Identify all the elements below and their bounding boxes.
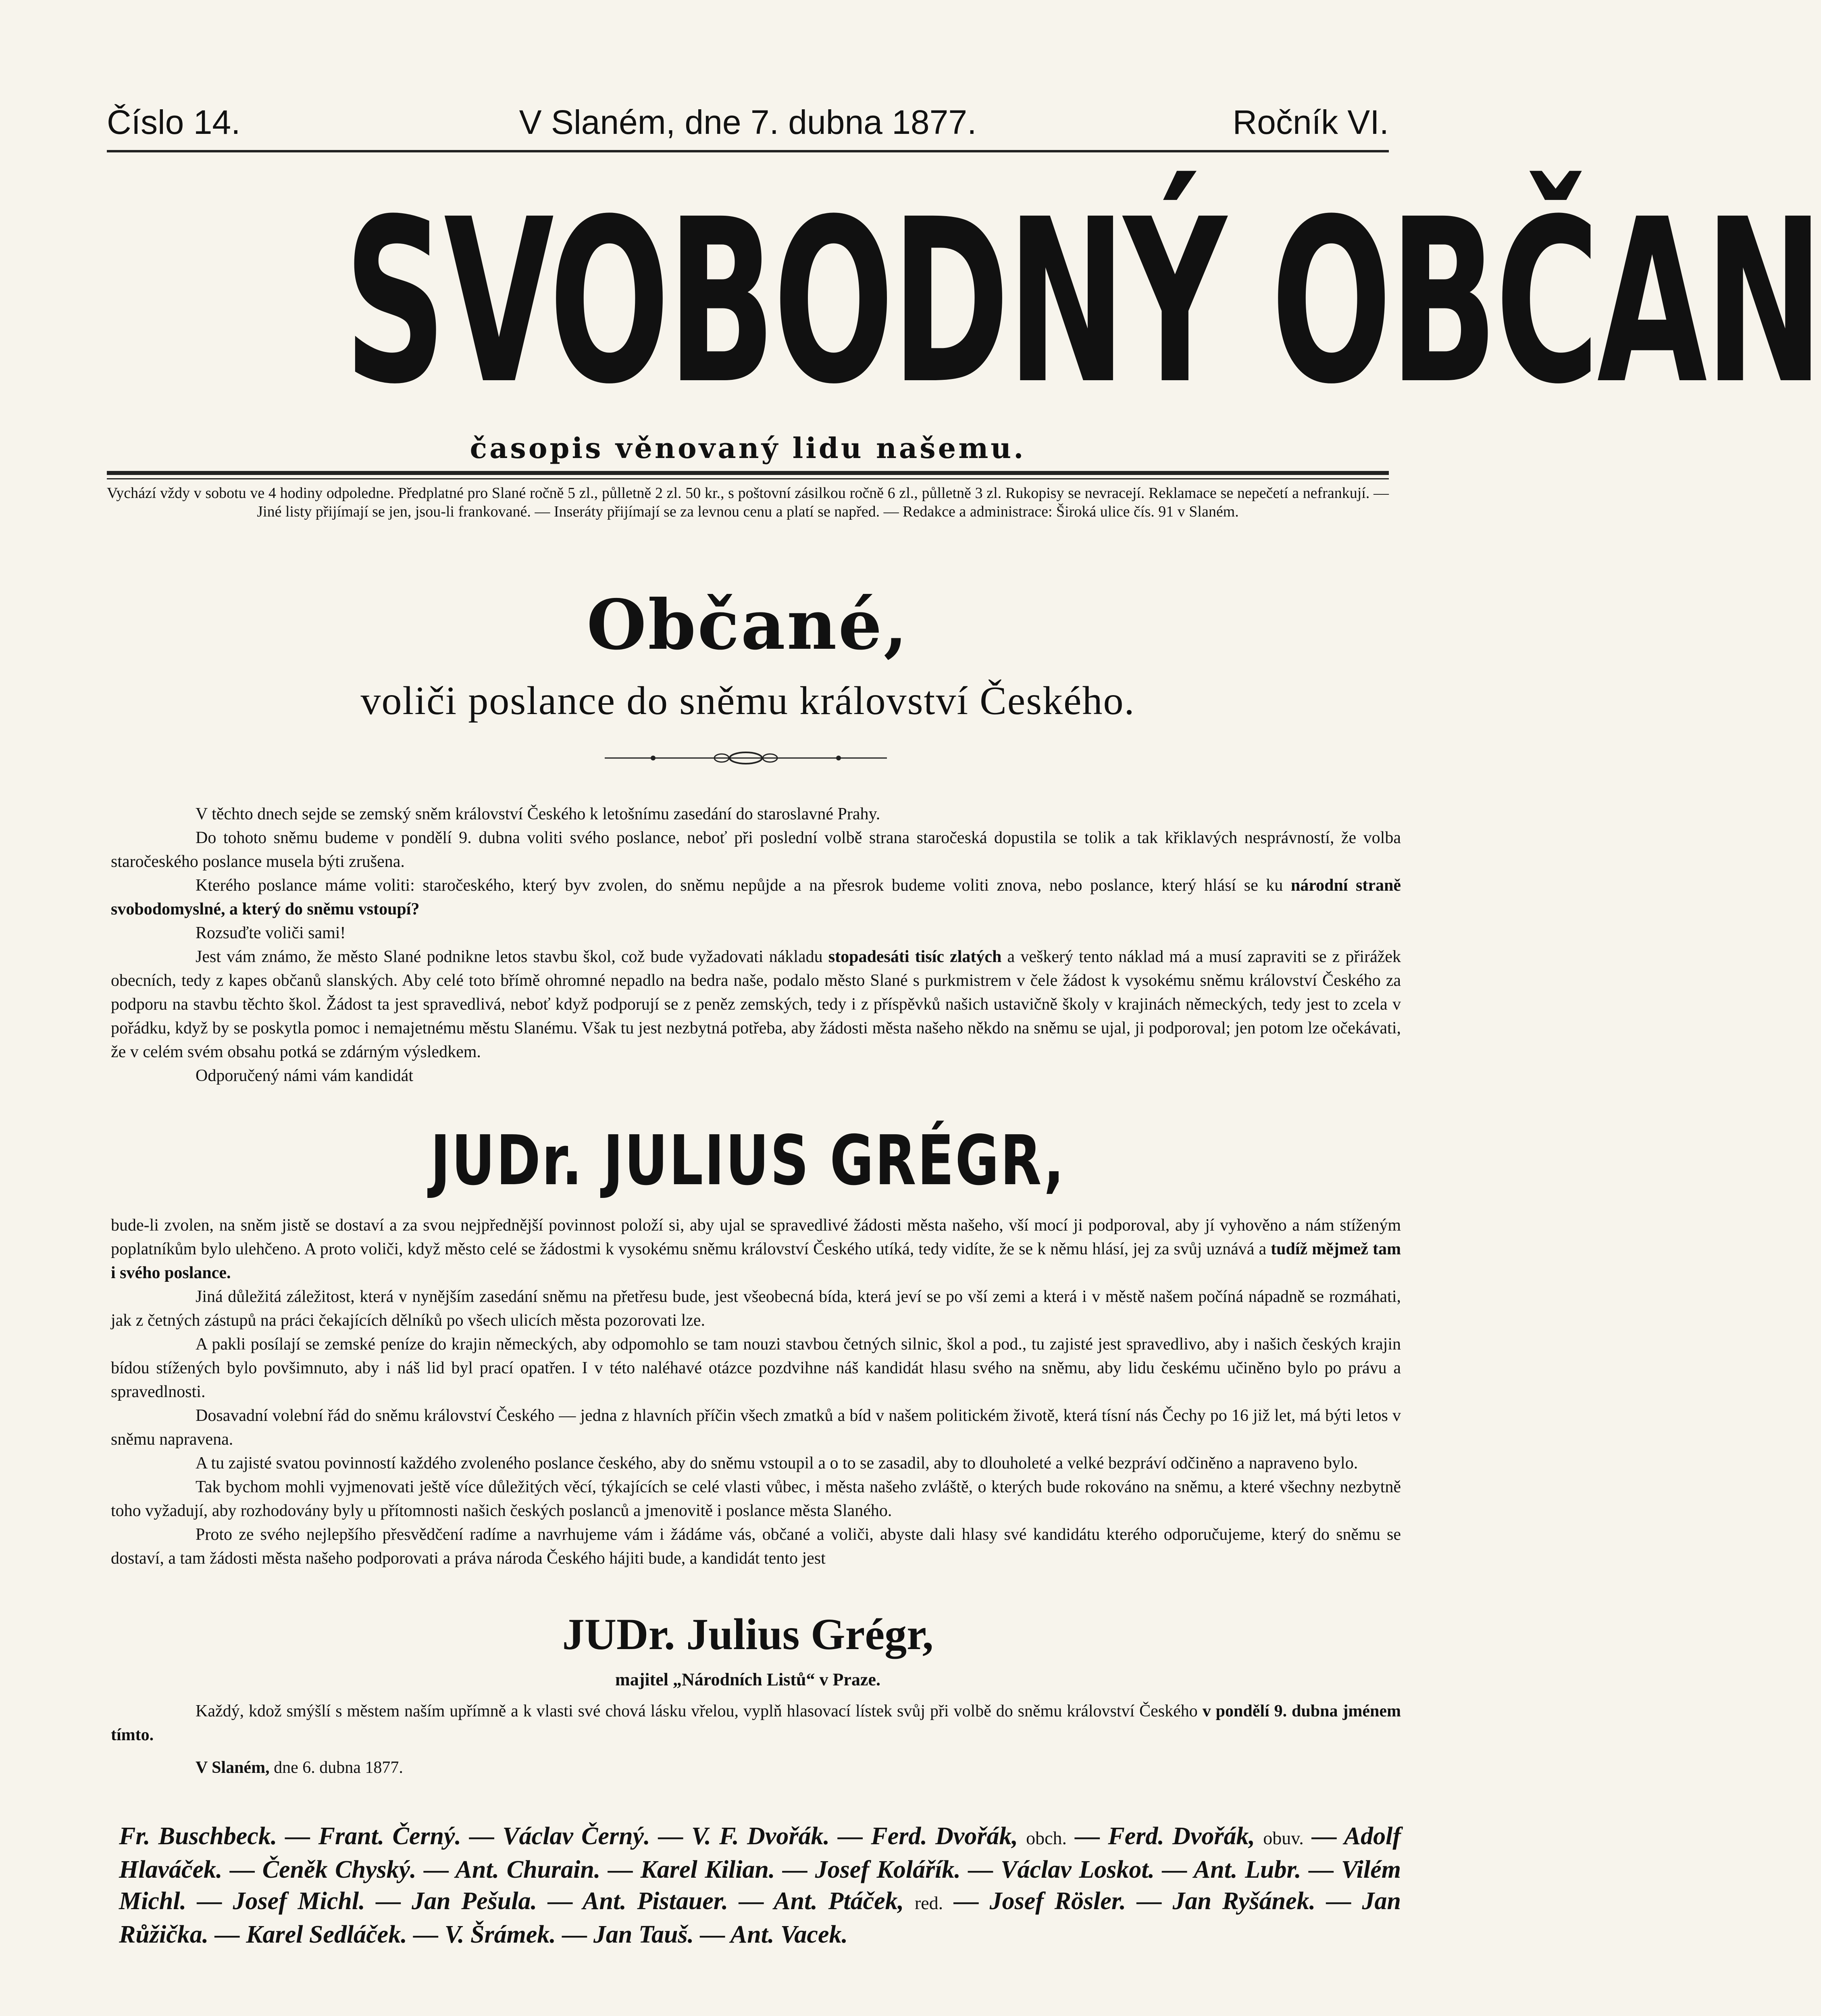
signatory-names: — Ferd. Dvořák,	[1075, 1822, 1255, 1850]
candidate-name-large: JUDr. JULIUS GRÉGR,	[430, 1121, 1066, 1201]
signatory-names: Fr. Buschbeck. — Frant. Černý. — Václav Černý. — V. F. Dvořák. — Ferd. Dvořák,	[119, 1822, 1018, 1850]
paragraph-bold: národní straně svobodomyslné, a který do sněmu vstoupí?	[111, 876, 1401, 918]
paragraph-text: bude-li zvolen, na sněm jistě se dostaví a za svou nejpřednější povinnost položí si, aby ujal se spravedlivé žádosti města našeho, vší mocí ji podporoval, aby jí vyhověno a nám stíženým poplatníkům bylo ulehčeno. A proto voliči, když město celé se žádostmi k vysokému sněmu království Českého utíká, tedy vidíte, že se k němu hlásí, jej za svůj uznává a	[111, 1216, 1401, 1258]
signature-date	[196, 1758, 403, 1777]
masthead-title: SVOBODNÝ OBČAN	[344, 171, 1821, 434]
paragraph: Jiná důležitá záležitost, která v nynějším zasedání sněmu na přetřesu bude, jest všeobecná bída, která jeví se po vší zemi a která i v městě našem počíná nápadně se rozmáhati, jak z četných zástupů na práci čekajících dělníků po všech ulicích města pozorovati lze.	[111, 1287, 1401, 1330]
candidate-name: JUDr. Julius Grégr,	[562, 1610, 934, 1659]
article-body-part1	[111, 802, 1401, 1088]
signed-date: dne 6. dubna 1877.	[274, 1758, 403, 1777]
paragraph	[111, 1699, 1401, 1747]
paragraph: Proto ze svého nejlepšího přesvědčení radíme a navrhujeme vám i žádáme vás, občané a voliči, abyste dali hlasy své kandidátu kterého odporučujeme, který do sněmu se dostaví, a tam žádosti města našeho podporovati a práva národa Českého hájiti bude, a kandidát tento jest	[111, 1525, 1401, 1568]
paragraph-bold: v pondělí 9. dubna jménem tímto.	[111, 1702, 1401, 1744]
paragraph: Do tohoto sněmu budeme v pondělí 9. dubna voliti svého poslance, neboť při poslední volbě strana staročeská dopustila se tolik a tak křiklavých nesprávností, že volba staročeského poslance musela býti zrušena.	[111, 829, 1401, 871]
paragraph-text: a veškerý tento náklad má a musí zapraviti se z přirážek obecních, tedy z kapes občanů slanských. Aby celé toto břímě ohromné nepadlo na bedra naše, podalo město Slané s purkmistrem v čele žádost k vysokému sněmu království Českého za podporu na stavbu těchto škol. Žádost ta jest spravedlivá, neboť když podporují se z peněz zemských, tedy i z příspěvků našich ustavičně školy v krajinách německých, tedy jest to zcela v pořádku, když by se poskytla pomoc i nemajetnému městu Slanému. Však tu jest nezbytná potřeba, aby žádosti města našeho někdo na sněmu se ujal, ji podporoval; jen potom lze očekávati, že v celém svém obsahu potká se zdárným výsledkem.	[111, 948, 1401, 1061]
header-line	[107, 103, 1389, 151]
article-subheadline: voliči poslance do sněmu království Českého.	[360, 678, 1135, 723]
candidate-affiliation: majitel „Národních Listů“ v Praze.	[615, 1670, 880, 1689]
issue-date: V Slaném, dne 7. dubna 1877.	[519, 103, 977, 141]
masthead-rule-thin	[107, 478, 1389, 479]
paragraph	[111, 945, 1401, 1064]
header-rule	[107, 150, 1389, 152]
paragraph: Odporučený námi vám kandidát	[196, 1066, 414, 1085]
article-body-part2	[111, 1214, 1401, 1570]
signatory-names: — Adolf Hlaváček. — Čeněk Chyský. — Ant. Churain. — Karel Kilian. — Josef Kolářík. — Václav Loskot. — Ant. Lubr. — Vilém Michl. — Josef Michl. — Jan Pešula. — Ant. Pistauer. — Ant. Ptáček,	[119, 1822, 1401, 1915]
signatory-names: — Josef Rösler. — Jan Ryšánek. — Jan Růžička. — Karel Sedláček. — V. Šrámek. — Jan Tauš. — Ant. Vacek.	[119, 1887, 1401, 1948]
signatory-note: red.	[914, 1893, 943, 1913]
issue-number: Číslo 14.	[107, 103, 241, 141]
paragraph-text: Kterého poslance máme voliti: staročeského, který byv zvolen, do sněmu nepůjde a na přesrok budeme voliti znova, nebo poslance, který hlásí se ku	[196, 876, 1283, 895]
masthead-rule-thick	[107, 471, 1389, 475]
closing-paragraph	[111, 1699, 1401, 1747]
paragraph: V těchto dnech sejde se zemský sněm království Českého k letošnímu zasedání do staroslavné Prahy.	[196, 805, 880, 823]
signatory-note: obch.	[1026, 1828, 1067, 1848]
article-headline: Občané,	[587, 585, 909, 665]
paragraph: A tu zajisté svatou povinností každého zvoleného poslance českého, aby do sněmu vstoupil a o to se zasadil, aby to dlouholeté a velké bezpráví odčiněno a napraveno bylo.	[196, 1454, 1358, 1472]
paragraph	[111, 874, 1401, 921]
paragraph-text: Každý, kdož smýšlí s městem naším upřímně a k vlasti své chová lásku vřelou, vyplň hlasovací lístek svůj při volbě do sněmu království Českého	[196, 1702, 1198, 1720]
volume-number: Ročník VI.	[1232, 103, 1389, 141]
signed-place: V Slaném,	[196, 1758, 270, 1777]
paragraph: Dosavadní volební řád do sněmu království Českého — jedna z hlavních příčin všech zmatků a bíd v našem politickém životě, která tísní nás Čechy po 16 již let, má býti letos v sněmu napravena.	[111, 1406, 1401, 1449]
signatory-note: obuv.	[1263, 1828, 1304, 1848]
paragraph: Tak bychom mohli vyjmenovati ještě více důležitých věcí, týkajících se celé vlasti vůbec, i města našeho zvláště, o kterých bude rokováno na sněmu, a které všechny nezbytně toho vyžadují, aby rozhodovány byly u přítomnosti našich českých poslanců a jmenovitě i poslance města Slaného.	[111, 1478, 1401, 1520]
subscription-info: Vychází vždy v sobotu ve 4 hodiny odpoledne. Předplatné pro Slané ročně 5 zl., půlletně 2 zl. 50 kr., s poštovní zásilkou ročně 6 zl., půlletně 3 zl. Rukopisy se nevracejí. Reklamace se nepečetí a nefrankují. — Jiné listy přijímají se jen, jsou-li frankované. — Inseráty přijímají se za levnou cenu a platí se napřed. — Redakce a administrace: Široká ulice čís. 91 v Slaném.	[107, 485, 1389, 520]
ornament-divider	[605, 750, 887, 766]
paragraph: Rozsuďte voliči sami!	[196, 924, 346, 942]
paragraph-bold: stopadesáti tisíc zlatých	[828, 948, 1002, 966]
paragraph: A pakli posílají se zemské peníze do krajin německých, aby odpomohlo se tam nouzi stavbou četných silnic, škol a pod., tu zajisté jest spravedlivo, aby i našich českých krajin bídou stížených bylo povšimnuto, aby i náš lid byl prací opatřen. I v této naléhavé otázce pozdvihne náš kandidát hlasu svého na sněmu, aby lidu českému učiněno bylo po právu a spravedlnosti.	[111, 1335, 1401, 1401]
signatories-list	[119, 1820, 1401, 1950]
masthead-tagline: časopis věnovaný lidu našemu.	[470, 431, 1026, 465]
paragraph-bold: tudíž mějmež tam i svého poslance.	[111, 1240, 1401, 1282]
paragraph	[111, 1214, 1401, 1285]
paragraph-text: Jest vám známo, že město Slané podnikne letos stavbu škol, což bude vyžadovati nákladu	[196, 948, 823, 966]
